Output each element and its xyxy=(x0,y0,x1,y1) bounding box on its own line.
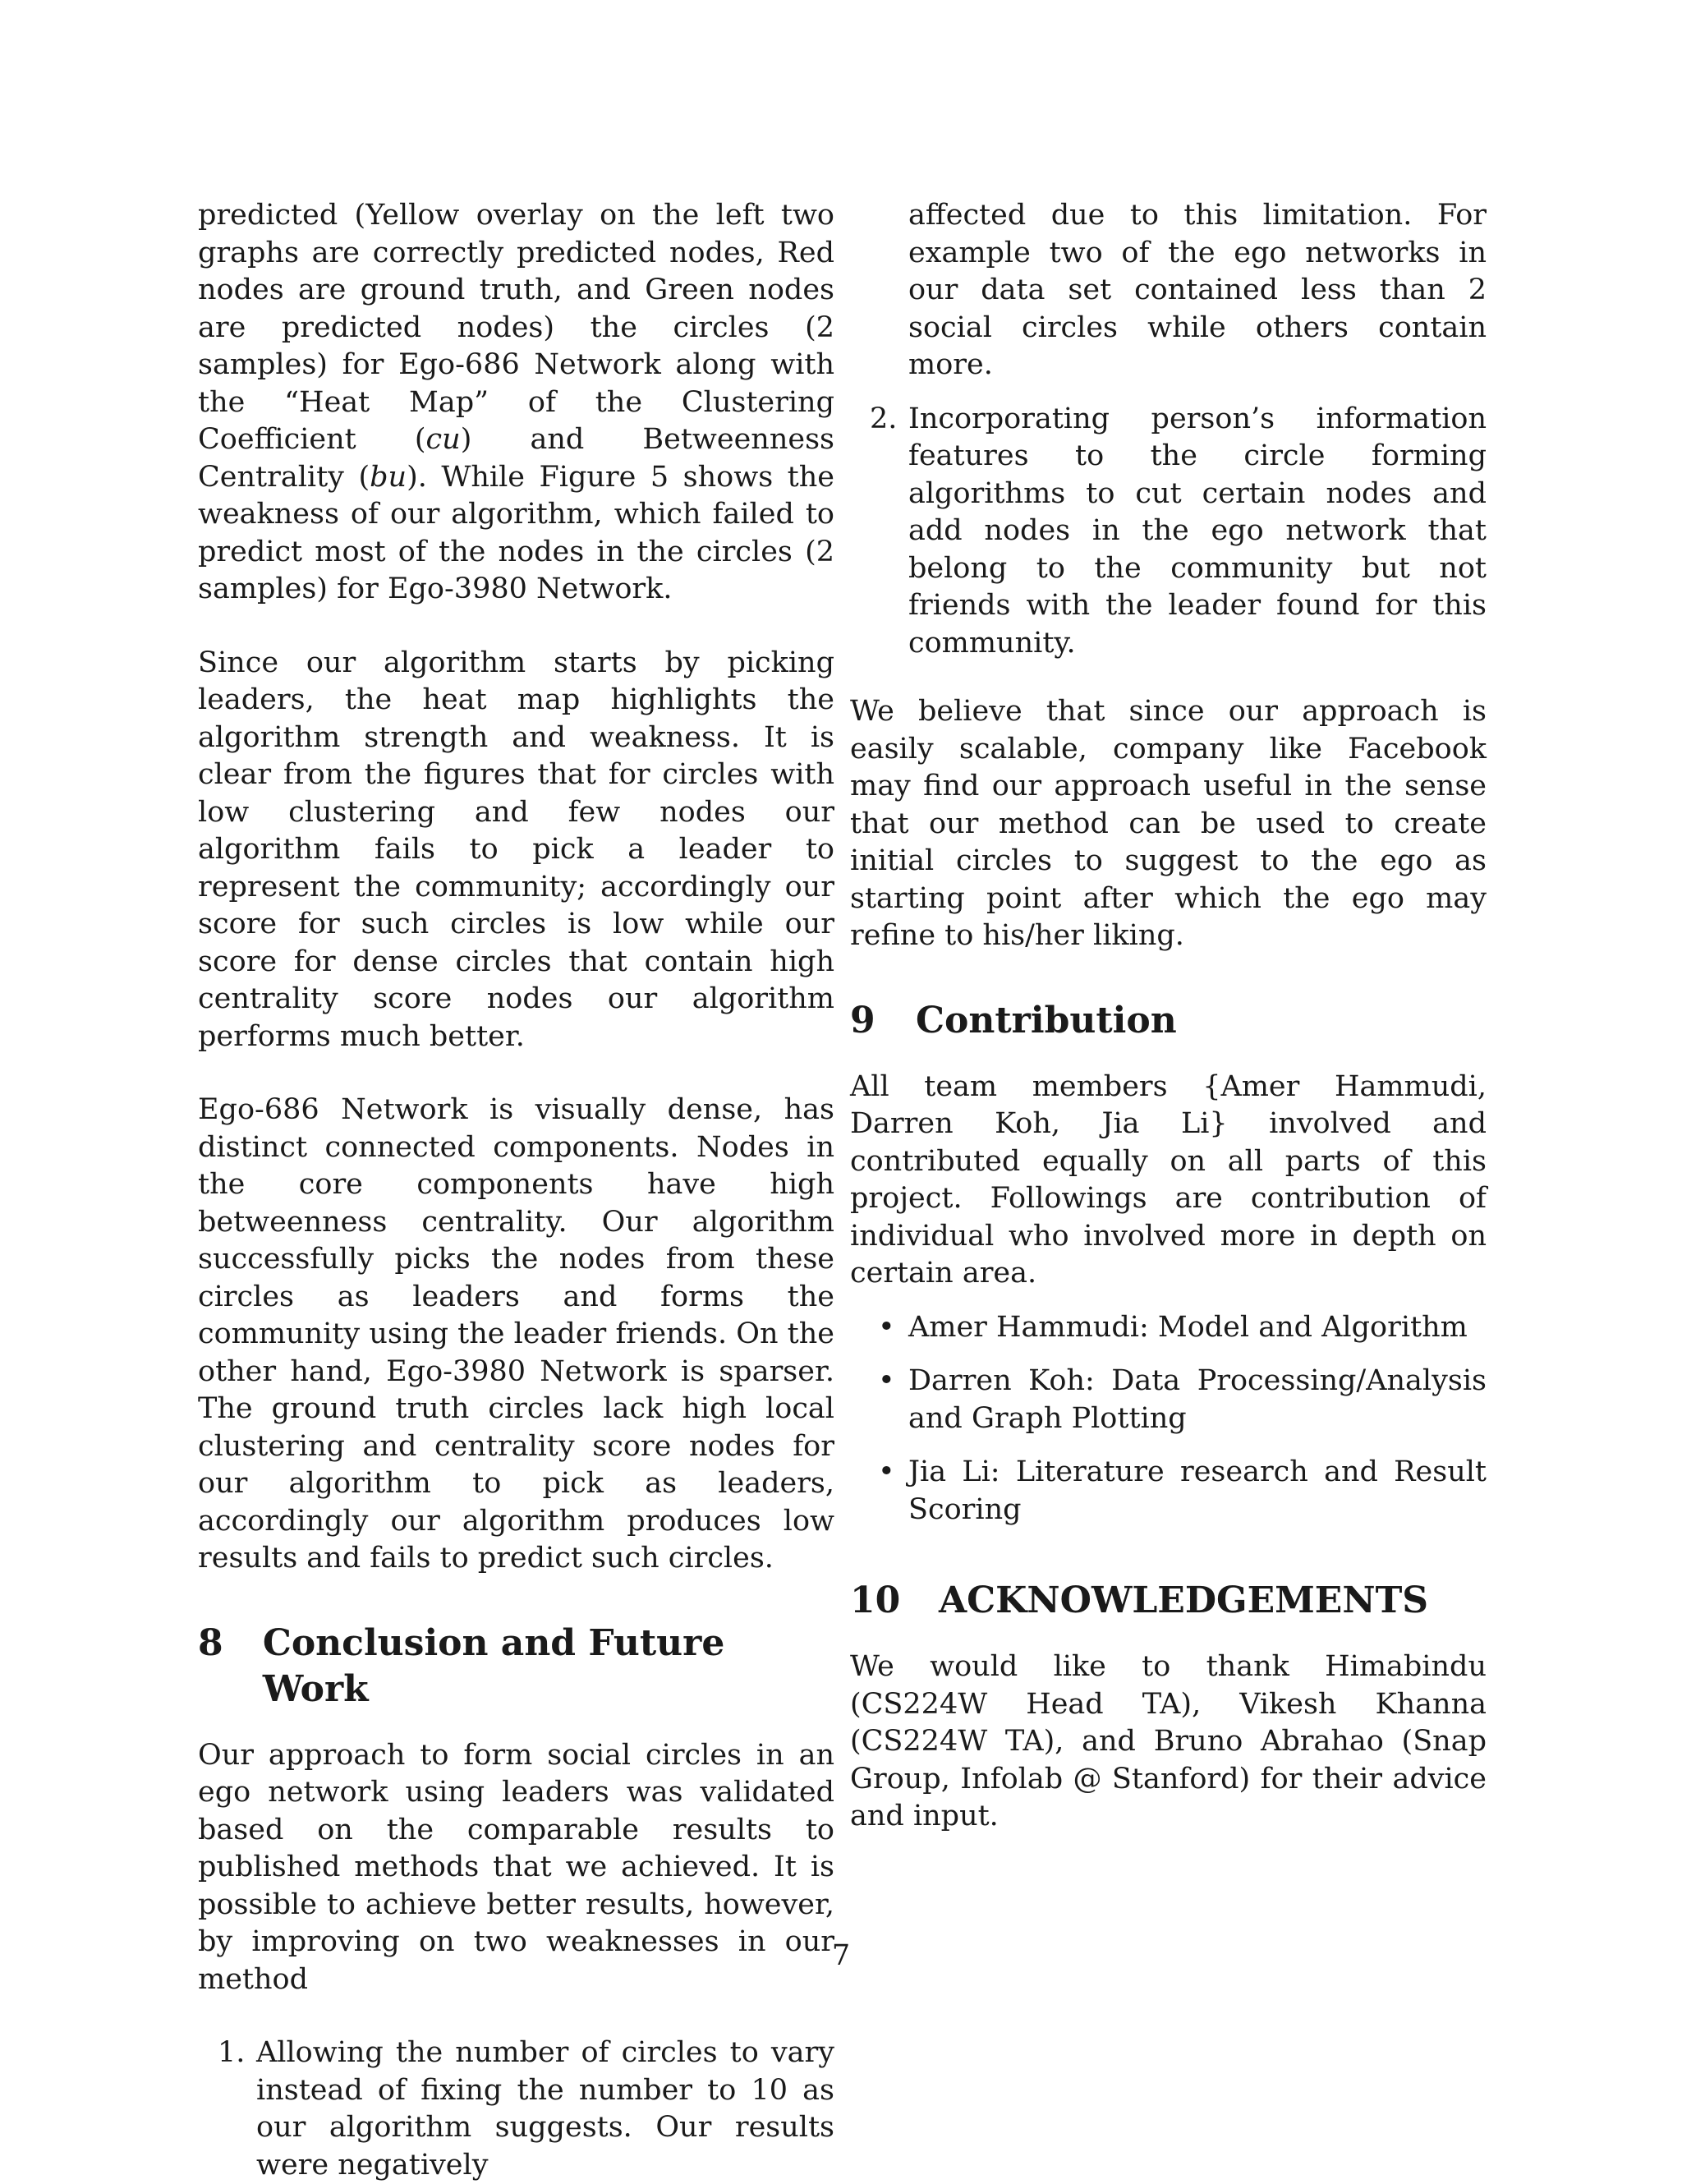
math-symbol: bu xyxy=(370,460,407,494)
future-work-list xyxy=(198,2035,834,2184)
list-item-text: Incorporating person’s information features to the circle forming algorithms to cut certain nodes and add nodes in the ego network that belong to the community but not friends with the leader found for this community. xyxy=(908,402,1487,660)
list-item-text: Amer Hammudi: Model and Algorithm xyxy=(908,1310,1468,1344)
section-10-heading xyxy=(850,1578,1487,1624)
paragraph-heat-map: Since our algorithm starts by picking leaders, the heat map highlights the algorithm strength and weakness. It is clear from the figures that for circles with low clustering and few nodes our algorithm fails to pick a leader to represent the community; accordingly our score for such circles is low while our score for dense circles that contain high centrality score nodes our algorithm performs much better. xyxy=(198,646,834,1053)
list-item xyxy=(850,1363,1487,1437)
section-9-heading xyxy=(850,998,1487,1044)
list-marker: 2. xyxy=(870,402,898,435)
section-10-number: 10 xyxy=(850,1579,901,1621)
section-8-title: Conclusion and Future Work xyxy=(262,1621,725,1710)
section-8-intro: Our approach to form social circles in an ego network using leaders was validated based on the comparable results to published methods that we achieved. It is possible to achieve better results, however, by improving on two weaknesses in our method xyxy=(198,1738,834,1996)
paragraph-figure-description: predicted (Yellow overlay on the left two graphs are correctly predicted nodes, Red nodes are ground truth, and Green nodes are predicted nodes) the circles (2 samples) for Ego-686 Network along with the “Heat Map” of the Clustering Coefficient (cu) and Betweenness Centrality (bu). While Figure 5 shows the weakness of our algorithm, which failed to predict most of the nodes in the circles (2 samples) for Ego-3980 Network. xyxy=(198,199,834,605)
section-8-heading xyxy=(198,1621,834,1713)
list-item xyxy=(850,197,1487,384)
acknowledgements-text: We would like to thank Himabindu (CS224W Head TA), Vikesh Khanna (CS224W TA), and Bruno Abrahao (Snap Group, Infolab @ Stanford) for their advice and input. xyxy=(850,1650,1487,1832)
list-item xyxy=(850,1309,1487,1347)
paragraph-ego-networks: Ego-686 Network is visually dense, has distinct connected components. Nodes in the core components have high betweenness centrality. Our algorithm successfully picks the nodes from these circles as leaders and forms the community using the leader friends. On the other hand, Ego-3980 Network is sparser. The ground truth circles lack high local clustering and centrality score nodes for our algorithm to pick as leaders, accordingly our algorithm produces low results and fails to predict such circles. xyxy=(198,1093,834,1575)
future-work-list-continued xyxy=(850,197,1487,662)
page-number: 7 xyxy=(831,1939,851,1972)
section-10-title: ACKNOWLEDGEMENTS xyxy=(939,1579,1429,1621)
list-item xyxy=(850,1454,1487,1529)
right-column xyxy=(850,197,1487,1836)
section-8-number: 8 xyxy=(198,1621,223,1664)
contribution-list xyxy=(850,1309,1487,1529)
list-item xyxy=(198,2035,834,2184)
list-marker: 1. xyxy=(218,2036,246,2069)
list-item-text: Darren Koh: Data Processing/Analysis and Graph Plotting xyxy=(908,1364,1487,1435)
list-item xyxy=(850,401,1487,663)
math-symbol: cu xyxy=(425,423,461,456)
list-item-text: affected due to this limitation. For example two of the ego networks in our data set contained less than 2 social circles while others contain more. xyxy=(908,199,1487,381)
section-9-title: Contribution xyxy=(916,999,1177,1041)
list-item-text: Allowing the number of circles to vary instead of fixing the number to 10 as our algorithm suggests. Our results were negatively xyxy=(256,2036,834,2182)
paragraph-scalability: We believe that since our approach is easily scalable, company like Facebook may find our approach useful in the sense that our method can be used to create initial circles to suggest to the ego as starting point after which the ego may refine to his/her liking. xyxy=(850,695,1487,952)
bullet-marker: • xyxy=(878,1364,895,1397)
left-column xyxy=(198,197,834,2184)
list-item-text: Jia Li: Literature research and Result Scoring xyxy=(908,1455,1487,1526)
bullet-marker: • xyxy=(878,1455,895,1488)
section-9-number: 9 xyxy=(850,999,875,1041)
section-9-intro: All team members {Amer Hammudi, Darren Koh, Jia Li} involved and contributed equally on all parts of this project. Followings are contribution of individual who involved more in depth on certain area. xyxy=(850,1069,1487,1290)
bullet-marker: • xyxy=(878,1310,895,1344)
